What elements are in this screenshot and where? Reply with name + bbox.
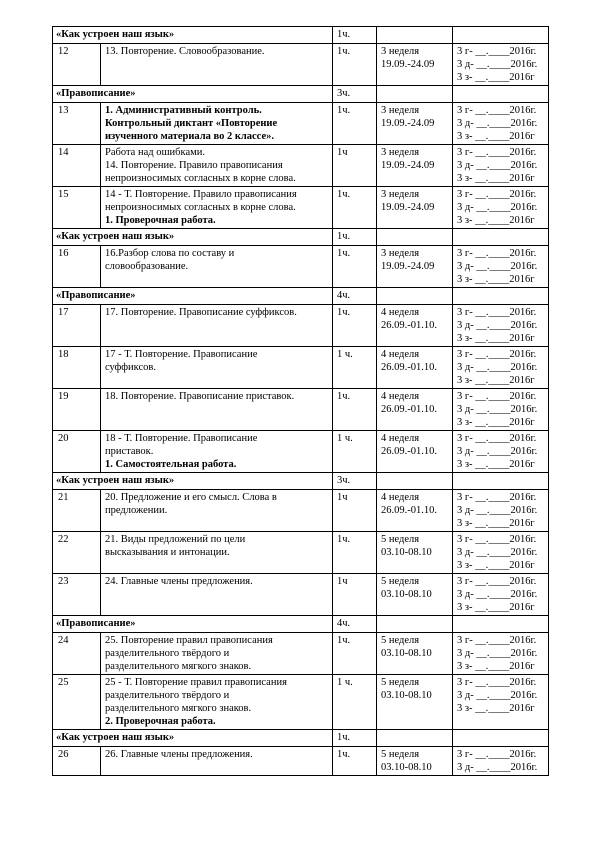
class-date-line: 3 з- __.____2016г [457, 459, 535, 470]
week-label: 3 неделя [381, 46, 420, 57]
week-label: 5 неделя [381, 677, 420, 688]
class-date-line: 3 д- __.____2016г. [457, 118, 538, 129]
topic-line: 1. Самостоятельная работа. [105, 459, 237, 470]
class-date-line: 3 д- __.____2016г. [457, 202, 538, 213]
lesson-row [53, 675, 549, 730]
class-date-line: 3 д- __.____2016г. [457, 762, 538, 773]
class-date-line: 3 г- __.____2016г. [457, 391, 537, 402]
date-range: 19.09.-24.09 [381, 261, 435, 272]
lesson-number: 17 [53, 305, 101, 347]
lesson-row [53, 347, 549, 389]
topic-line: 2. Проверочная работа. [105, 716, 216, 727]
lesson-hours: 1 ч. [333, 675, 377, 730]
lesson-date [377, 44, 453, 86]
lesson-number: 26 [53, 747, 101, 776]
class-date-line: 3 з- __.____2016г [457, 274, 535, 285]
lesson-topic [101, 675, 333, 730]
topic-line: 25 - Т. Повторение правил правописания [105, 677, 287, 688]
lesson-hours: 1ч. [333, 389, 377, 431]
date-range: 03.10-08.10 [381, 547, 432, 558]
class-date-line: 3 з- __.____2016г [457, 72, 535, 83]
topic-line: Контрольный диктант «Повторение [105, 118, 278, 129]
week-label: 4 неделя [381, 391, 420, 402]
empty-cell [377, 86, 453, 103]
class-dates [453, 574, 549, 616]
section-hours: 3ч. [333, 473, 377, 490]
lesson-row [53, 103, 549, 145]
lesson-row [53, 574, 549, 616]
topic-line: словообразование. [105, 261, 189, 272]
section-row [53, 473, 549, 490]
class-date-line: 3 г- __.____2016г. [457, 46, 537, 57]
class-date-line: 3 д- __.____2016г. [457, 648, 538, 659]
class-date-line: 3 з- __.____2016г [457, 661, 535, 672]
lesson-date [377, 532, 453, 574]
lesson-row [53, 187, 549, 229]
topic-line: разделительного твёрдого и [105, 690, 230, 701]
section-hours: 1ч. [333, 730, 377, 747]
empty-cell [453, 27, 549, 44]
date-range: 26.09.-01.10. [381, 505, 438, 516]
empty-cell [377, 229, 453, 246]
section-row [53, 288, 549, 305]
section-title: «Как устроен наш язык» [53, 229, 333, 246]
class-date-line: 3 з- __.____2016г [457, 215, 535, 226]
class-date-line: 3 д- __.____2016г. [457, 362, 538, 373]
lesson-topic [101, 532, 333, 574]
topic-line: 21. Виды предложений по цели [105, 534, 246, 545]
lesson-topic [101, 574, 333, 616]
topic-line: предложении. [105, 505, 168, 516]
class-date-line: 3 д- __.____2016г. [457, 589, 538, 600]
section-title: «Правописание» [53, 616, 333, 633]
class-date-line: 3 г- __.____2016г. [457, 189, 537, 200]
topic-line: суффиксов. [105, 362, 157, 373]
empty-cell [377, 730, 453, 747]
empty-cell [453, 616, 549, 633]
topic-line: 14. Повторение. Правило правописания [105, 160, 283, 171]
lesson-row [53, 305, 549, 347]
section-row [53, 229, 549, 246]
class-dates [453, 145, 549, 187]
lesson-topic [101, 145, 333, 187]
section-title: «Как устроен наш язык» [53, 730, 333, 747]
lesson-hours: 1ч. [333, 44, 377, 86]
lesson-date [377, 633, 453, 675]
topic-line: 25. Повторение правил правописания [105, 635, 273, 646]
empty-cell [377, 288, 453, 305]
class-dates [453, 490, 549, 532]
lesson-row [53, 747, 549, 776]
topic-line: непроизносимых согласных в корне слова. [105, 173, 296, 184]
lesson-date [377, 675, 453, 730]
lesson-date [377, 490, 453, 532]
class-date-line: 3 д- __.____2016г. [457, 261, 538, 272]
class-date-line: 3 д- __.____2016г. [457, 160, 538, 171]
lesson-row [53, 246, 549, 288]
lesson-date [377, 246, 453, 288]
class-date-line: 3 г- __.____2016г. [457, 534, 537, 545]
lesson-hours: 1ч. [333, 747, 377, 776]
class-date-line: 3 з- __.____2016г [457, 417, 535, 428]
lesson-hours: 1ч. [333, 633, 377, 675]
section-title: «Как устроен наш язык» [53, 473, 333, 490]
lesson-date [377, 747, 453, 776]
lesson-row [53, 389, 549, 431]
class-dates [453, 675, 549, 730]
class-date-line: 3 д- __.____2016г. [457, 547, 538, 558]
topic-line: высказывания и интонации. [105, 547, 230, 558]
class-date-line: 3 г- __.____2016г. [457, 248, 537, 259]
lesson-topic [101, 44, 333, 86]
lesson-hours: 1ч. [333, 187, 377, 229]
class-dates [453, 747, 549, 776]
section-hours: 4ч. [333, 616, 377, 633]
class-date-line: 3 г- __.____2016г. [457, 147, 537, 158]
section-row [53, 730, 549, 747]
class-date-line: 3 д- __.____2016г. [457, 320, 538, 331]
section-title: «Правописание» [53, 288, 333, 305]
lesson-number: 23 [53, 574, 101, 616]
lesson-hours: 1ч [333, 490, 377, 532]
empty-cell [377, 27, 453, 44]
lesson-date [377, 574, 453, 616]
topic-line: 1. Проверочная работа. [105, 215, 216, 226]
lesson-row [53, 490, 549, 532]
topic-line: разделительного мягкого знаков. [105, 703, 252, 714]
lesson-row [53, 532, 549, 574]
class-date-line: 3 г- __.____2016г. [457, 749, 537, 760]
class-date-line: 3 г- __.____2016г. [457, 307, 537, 318]
class-dates [453, 347, 549, 389]
lesson-date [377, 103, 453, 145]
section-row [53, 616, 549, 633]
empty-cell [377, 616, 453, 633]
lesson-number: 14 [53, 145, 101, 187]
class-dates [453, 103, 549, 145]
class-date-line: 3 д- __.____2016г. [457, 59, 538, 70]
section-hours: 3ч. [333, 86, 377, 103]
lesson-date [377, 347, 453, 389]
week-label: 5 неделя [381, 534, 420, 545]
lesson-hours: 1ч [333, 145, 377, 187]
class-date-line: 3 з- __.____2016г [457, 602, 535, 613]
week-label: 3 неделя [381, 105, 420, 116]
topic-line: 26. Главные члены предложения. [105, 749, 253, 760]
class-dates [453, 389, 549, 431]
class-dates [453, 431, 549, 473]
topic-line: изученного материала во 2 классе». [105, 131, 275, 142]
lesson-hours: 1ч [333, 574, 377, 616]
date-range: 26.09.-01.10. [381, 362, 438, 373]
lesson-row [53, 431, 549, 473]
topic-line: 13. Повторение. Словообразование. [105, 46, 265, 57]
topic-line: 18 - Т. Повторение. Правописание [105, 433, 258, 444]
class-dates [453, 246, 549, 288]
lesson-number: 12 [53, 44, 101, 86]
lesson-date [377, 305, 453, 347]
topic-line: 17 - Т. Повторение. Правописание [105, 349, 258, 360]
lesson-hours: 1ч. [333, 246, 377, 288]
lesson-topic [101, 633, 333, 675]
class-date-line: 3 г- __.____2016г. [457, 433, 537, 444]
empty-cell [453, 86, 549, 103]
class-date-line: 3 з- __.____2016г [457, 375, 535, 386]
class-date-line: 3 г- __.____2016г. [457, 576, 537, 587]
lesson-plan-table [52, 26, 549, 776]
class-dates [453, 532, 549, 574]
lesson-number: 20 [53, 431, 101, 473]
topic-line: 17. Повторение. Правописание суффиксов. [105, 307, 297, 318]
topic-line: разделительного твёрдого и [105, 648, 230, 659]
class-dates [453, 305, 549, 347]
lesson-topic [101, 389, 333, 431]
class-dates [453, 187, 549, 229]
lesson-number: 15 [53, 187, 101, 229]
lesson-row [53, 44, 549, 86]
section-title: «Правописание» [53, 86, 333, 103]
topic-line: 16.Разбор слова по составу и [105, 248, 235, 259]
date-range: 26.09.-01.10. [381, 404, 438, 415]
lesson-number: 24 [53, 633, 101, 675]
class-date-line: 3 з- __.____2016г [457, 333, 535, 344]
topic-line: 14 - Т. Повторение. Правило правописания [105, 189, 297, 200]
lesson-topic [101, 246, 333, 288]
date-range: 26.09.-01.10. [381, 446, 438, 457]
class-date-line: 3 з- __.____2016г [457, 703, 535, 714]
date-range: 03.10-08.10 [381, 762, 432, 773]
date-range: 26.09.-01.10. [381, 320, 438, 331]
week-label: 3 неделя [381, 248, 420, 259]
empty-cell [453, 730, 549, 747]
class-date-line: 3 з- __.____2016г [457, 518, 535, 529]
topic-line: 1. Административный контроль. [105, 105, 262, 116]
lesson-topic [101, 431, 333, 473]
lesson-row [53, 145, 549, 187]
section-hours: 4ч. [333, 288, 377, 305]
week-label: 4 неделя [381, 349, 420, 360]
week-label: 4 неделя [381, 433, 420, 444]
lesson-topic [101, 347, 333, 389]
lesson-topic [101, 747, 333, 776]
week-label: 3 неделя [381, 147, 420, 158]
class-date-line: 3 з- __.____2016г [457, 173, 535, 184]
class-date-line: 3 д- __.____2016г. [457, 404, 538, 415]
empty-cell [377, 473, 453, 490]
class-date-line: 3 д- __.____2016г. [457, 446, 538, 457]
empty-cell [453, 229, 549, 246]
week-label: 4 неделя [381, 492, 420, 503]
empty-cell [453, 288, 549, 305]
week-label: 5 неделя [381, 749, 420, 760]
date-range: 19.09.-24.09 [381, 160, 435, 171]
class-date-line: 3 г- __.____2016г. [457, 105, 537, 116]
lesson-number: 18 [53, 347, 101, 389]
lesson-topic [101, 187, 333, 229]
class-date-line: 3 з- __.____2016г [457, 560, 535, 571]
date-range: 19.09.-24.09 [381, 118, 435, 129]
section-title: «Как устроен наш язык» [53, 27, 333, 44]
lesson-number: 13 [53, 103, 101, 145]
class-date-line: 3 з- __.____2016г [457, 131, 535, 142]
lesson-hours: 1 ч. [333, 347, 377, 389]
class-date-line: 3 д- __.____2016г. [457, 690, 538, 701]
class-dates [453, 44, 549, 86]
lesson-date [377, 431, 453, 473]
date-range: 03.10-08.10 [381, 589, 432, 600]
lesson-number: 16 [53, 246, 101, 288]
topic-line: разделительного мягкого знаков. [105, 661, 252, 672]
class-dates [453, 633, 549, 675]
class-date-line: 3 г- __.____2016г. [457, 492, 537, 503]
lesson-date [377, 389, 453, 431]
class-date-line: 3 г- __.____2016г. [457, 635, 537, 646]
lesson-hours: 1ч. [333, 103, 377, 145]
lesson-hours: 1 ч. [333, 431, 377, 473]
class-date-line: 3 г- __.____2016г. [457, 349, 537, 360]
date-range: 03.10-08.10 [381, 690, 432, 701]
topic-line: приставок. [105, 446, 154, 457]
lesson-topic [101, 490, 333, 532]
date-range: 19.09.-24.09 [381, 202, 435, 213]
lesson-number: 19 [53, 389, 101, 431]
date-range: 19.09.-24.09 [381, 59, 435, 70]
section-hours: 1ч. [333, 229, 377, 246]
topic-line: 24. Главные члены предложения. [105, 576, 253, 587]
date-range: 03.10-08.10 [381, 648, 432, 659]
lesson-number: 22 [53, 532, 101, 574]
week-label: 5 неделя [381, 635, 420, 646]
lesson-topic [101, 103, 333, 145]
empty-cell [453, 473, 549, 490]
class-date-line: 3 д- __.____2016г. [457, 505, 538, 516]
topic-line: 20. Предложение и его смысл. Слова в [105, 492, 277, 503]
topic-line: непроизносимых согласных в корне слова. [105, 202, 296, 213]
class-date-line: 3 г- __.____2016г. [457, 677, 537, 688]
topic-line: 18. Повторение. Правописание приставок. [105, 391, 295, 402]
topic-line: Работа над ошибками. [105, 147, 205, 158]
week-label: 3 неделя [381, 189, 420, 200]
lesson-hours: 1ч. [333, 305, 377, 347]
lesson-date [377, 187, 453, 229]
week-label: 4 неделя [381, 307, 420, 318]
lesson-number: 21 [53, 490, 101, 532]
section-row [53, 86, 549, 103]
section-hours: 1ч. [333, 27, 377, 44]
lesson-row [53, 633, 549, 675]
week-label: 5 неделя [381, 576, 420, 587]
lesson-number: 25 [53, 675, 101, 730]
section-row [53, 27, 549, 44]
lesson-topic [101, 305, 333, 347]
lesson-hours: 1ч. [333, 532, 377, 574]
lesson-date [377, 145, 453, 187]
